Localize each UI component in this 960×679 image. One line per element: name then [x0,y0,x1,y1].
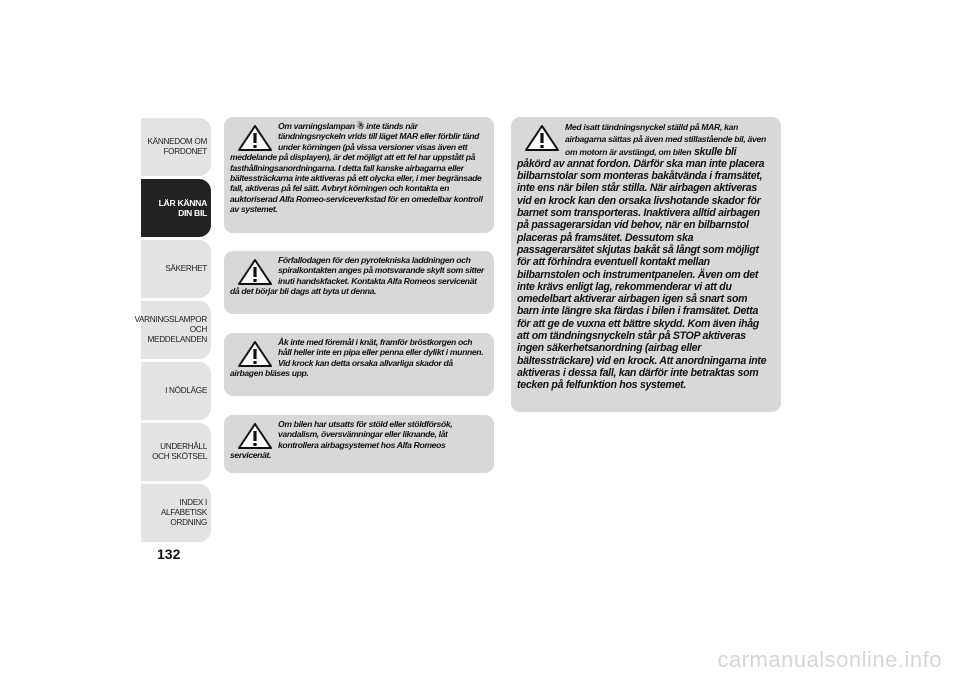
tab-label: UNDERHÅLL OCH SKÖTSEL [152,442,207,461]
warning-text: Om varningslampan [278,121,355,131]
warning-triangle-icon [238,423,272,449]
tab-label: KÄNNEDOM OM FORDONET [147,137,207,156]
watermark: carmanualsonline.info [717,647,942,672]
chapter-tabs [134,118,211,545]
warning-box-indicator-lamp [224,117,494,233]
warning-box-objects-lap [224,333,494,396]
tab-underhall[interactable] [141,423,211,481]
warning-text: Åk inte med föremål i knät, framför bröstkorgen och håll heller inte en pipa eller penna eller dylikt i munnen. Vid krock kan detta orsaka allvarliga skador då airbagen bläses upp. [230,337,484,379]
warning-lead-text: Med isatt tändningsnyckel ställd på MAR, kan airbagarna sättas på även med stillastående bil, även om motorn är avstängd, om bilen [565,122,766,157]
tab-label: VARNINGSLAMPOR OCH MEDDELANDEN [134,315,207,344]
tab-label: INDEX I ALFABETISK ORDNING [160,498,207,527]
warning-triangle-icon [238,125,272,151]
warning-text: skulle bli påkörd av annat fordon. Därför ska man inte placera bilbarnstolar som monteras bakåtvända i framsätet, inte ens när bilen står stilla. När airbagen aktiveras vid en krock kan den orsaka livshotande skador för barnet som transporteras. Inaktivera alltid airbagen på passagerarsidan vid behov, när en bilbarnstol placeras på framsätet. Dessutom ska passagerarsätet skjutas bakåt så långt som möjligt för att förhindra eventuell kontakt mellan bilbarnstolen och instrumentpanelen. Även om det inte krävs enligt lag, rekommenderar vi att du omedelbart aktiverar airbagen igen så snart som barn inte längre ska färdas i bilen i framsätet. Detta för att ge de vuxna ett bättre skydd. Kom även ihåg att om tändningsnyckeln står på STOP aktiveras ingen säkerhetsanordning (airbag eller bältessträckare) vid en krock. Att anordningarna inte aktiveras i dessa fall, kan därför inte betraktas som tecken på felfunktion hos systemet. [517,145,767,392]
tab-i-nodlage[interactable] [141,362,211,420]
warning-text: Om bilen har utsatts för stöld eller stöldförsök, vandalism, översvämningar eller liknande, låt kontrollera airbagsystemet hos Alfa Romeos servicenät. [230,419,453,461]
page-number: 132 [157,546,181,562]
tab-kannedom[interactable] [141,118,211,176]
seated-passenger-airbag-icon: ☃ [356,121,365,131]
tab-index[interactable] [141,484,211,542]
warning-box-theft [224,415,494,473]
warning-box-child-seat [511,117,781,412]
tab-label: LÄR KÄNNA DIN BIL [158,198,207,218]
warning-triangle-icon [238,259,272,285]
tab-label: I NÖDLÄGE [165,386,207,395]
warning-text: Förfallodagen för den pyrotekniska laddningen och spiralkontakten anges på motsvarande skylt som sitter inuti handskfacket. Kontakta Alfa Romeos servicenät då det börjar bli dags att byta ut denna. [230,255,484,297]
tab-varningslampor[interactable] [134,301,211,359]
tab-lar-kanna-din-bil[interactable] [141,179,211,237]
warning-text: inte tänds när tändningsnyckeln vrids till läget MAR eller förblir tänd under körningen (på vissa versioner visas även ett meddelande på displayen), är det möjligt att ett fel har uppstått på fasthållningsanordningarna. I detta fall kanske airbagarna eller bältessträckarna inte aktiveras på ett olycka eller, i mer begränsade fall, aktiveras på fel sätt. Avbryt körningen och kontakta en auktoriserad Alfa Romeo-serviceverkstad för en omedelbar kontroll av systemet. [230,121,483,215]
warning-box-pyrotechnic [224,251,494,314]
warning-triangle-icon [238,341,272,367]
warning-triangle-icon [525,125,559,151]
tab-sakerhet[interactable] [141,240,211,298]
tab-label: SÄKERHET [165,264,207,273]
